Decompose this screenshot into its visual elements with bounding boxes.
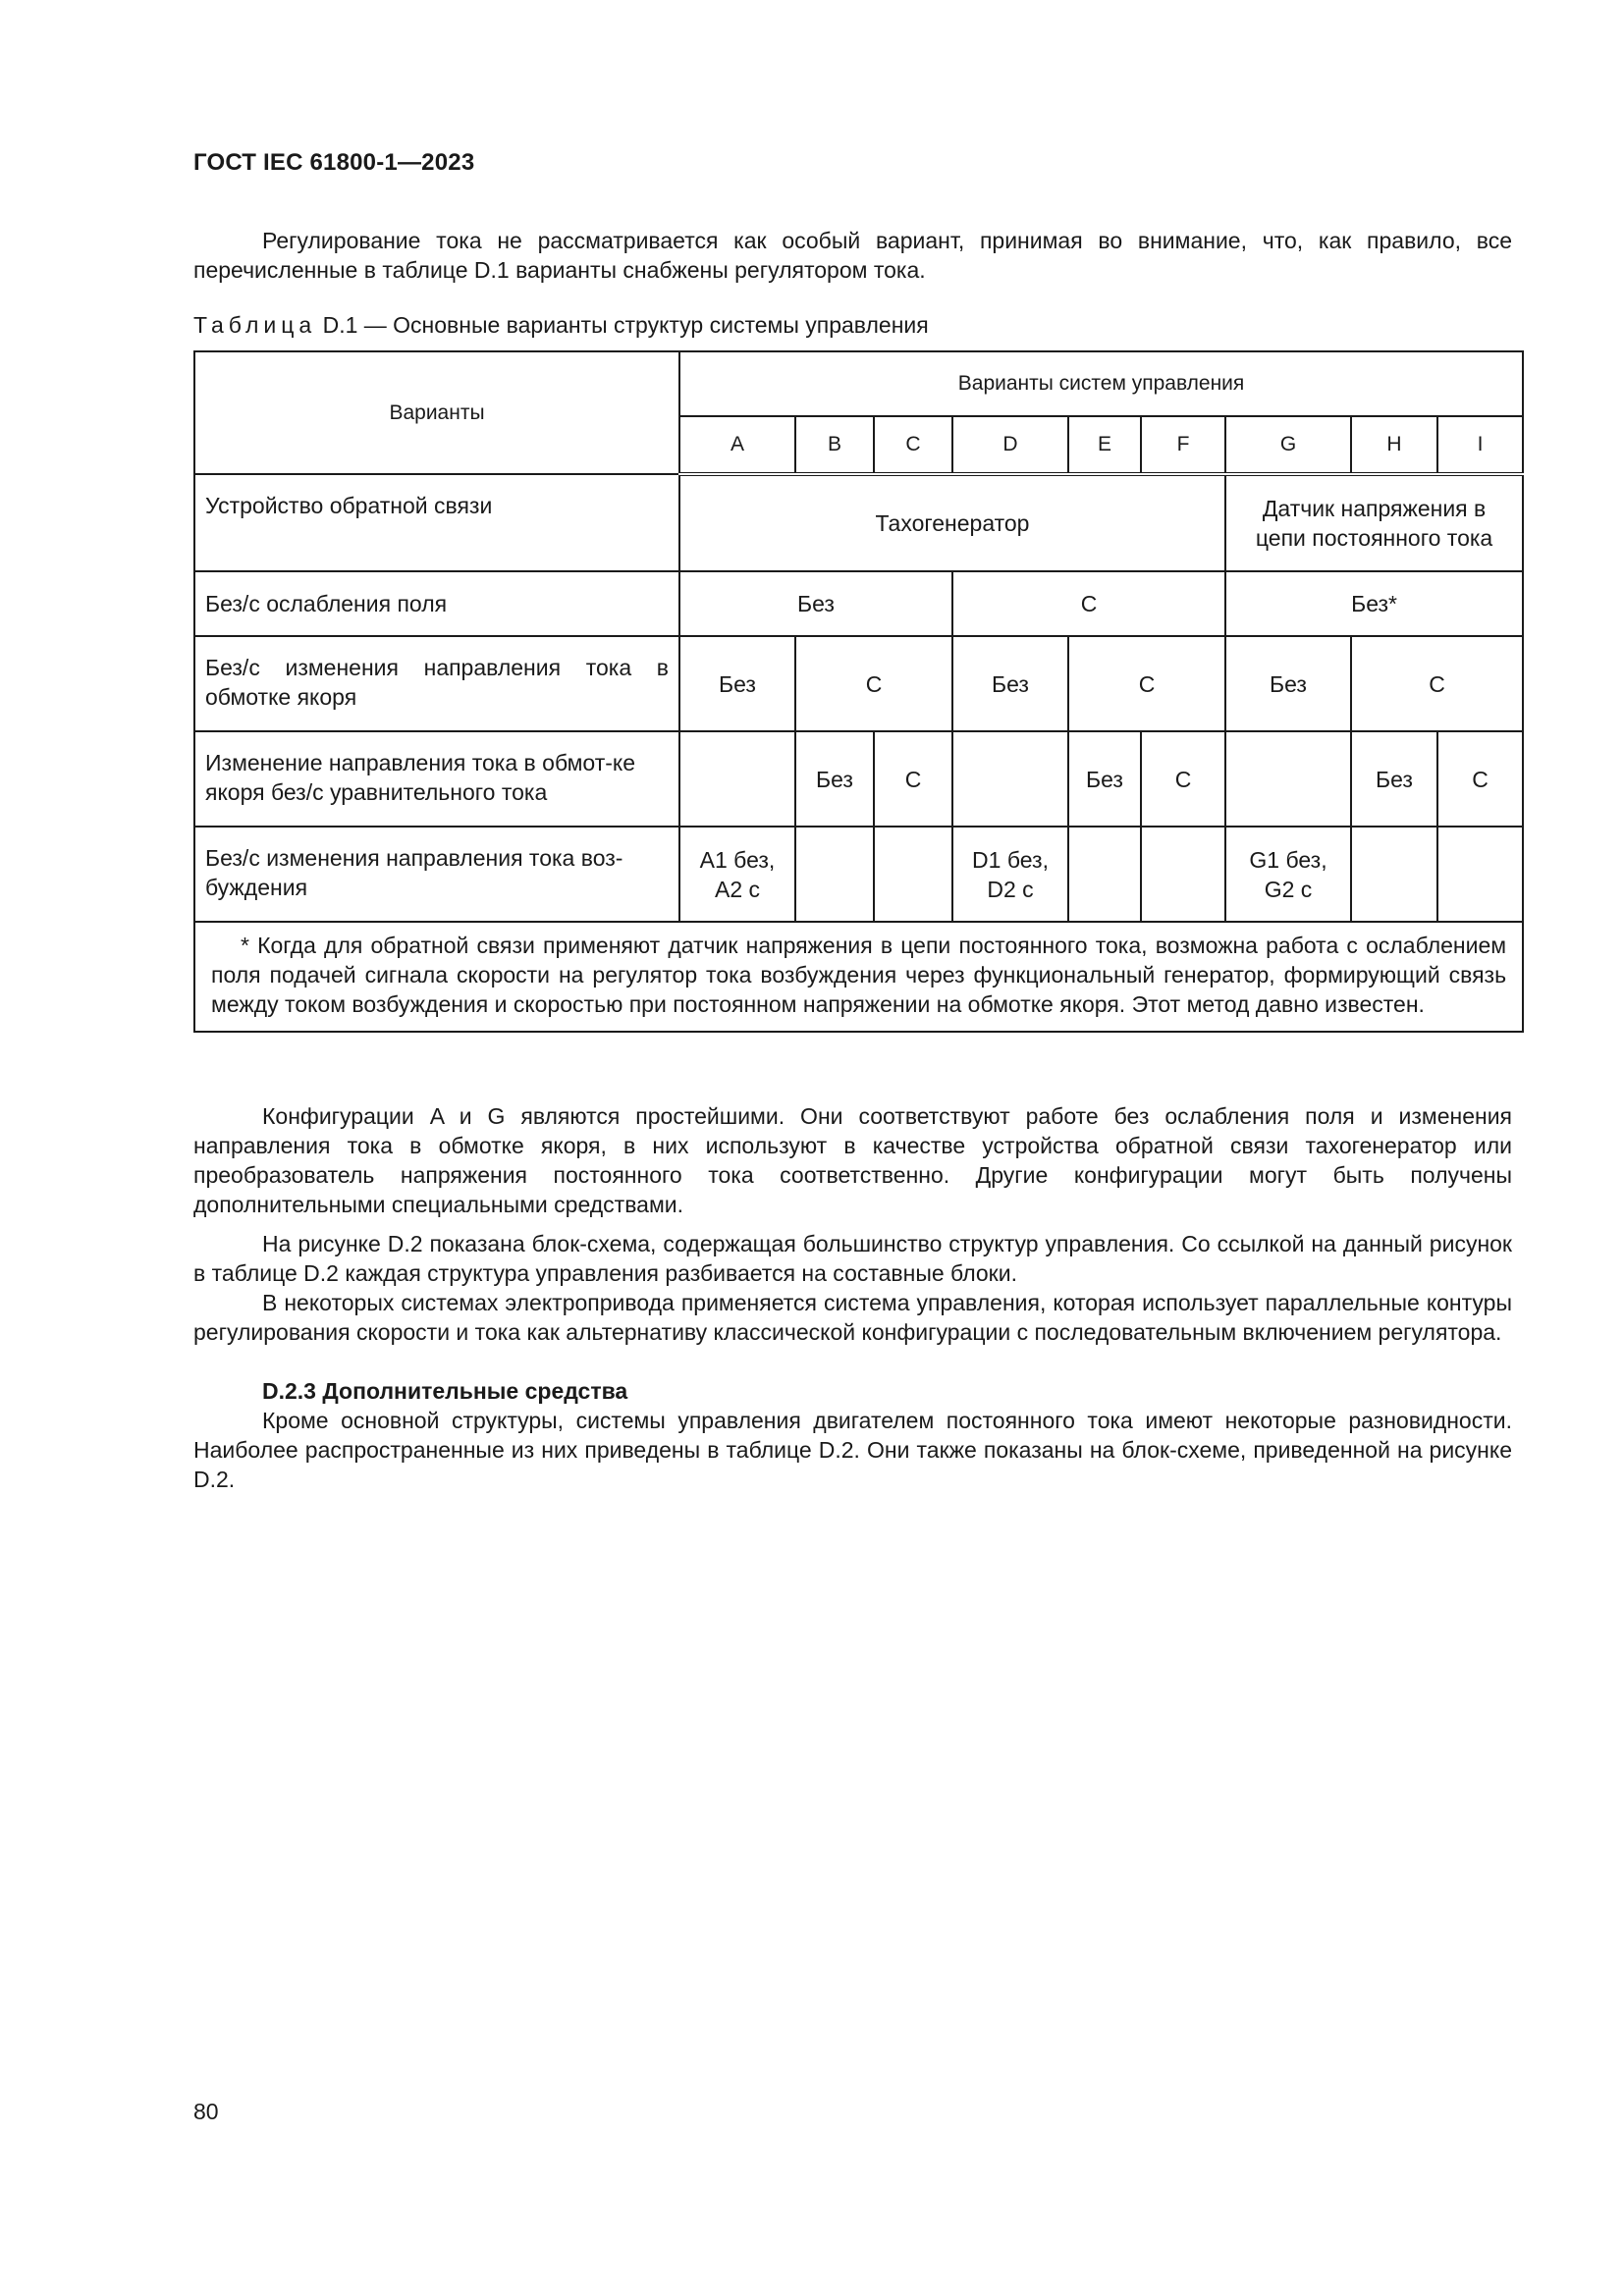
table-row: [194, 571, 1523, 636]
page-number: 80: [193, 2099, 219, 2124]
column-header-f: F: [1141, 416, 1225, 474]
column-header-b: B: [795, 416, 874, 474]
cell-exc-c: [874, 827, 952, 922]
column-header-h: H: [1351, 416, 1437, 474]
cell-armeq-d: [952, 731, 1068, 827]
table-row: [194, 636, 1523, 731]
table-caption: [193, 310, 929, 340]
table-row: [194, 474, 1523, 571]
control-variants-table: [193, 350, 1524, 1033]
cell-armdir-ef: С: [1068, 636, 1225, 731]
cell-armdir-a: Без: [679, 636, 795, 731]
cell-tachogenerator: Тахогенератор: [679, 474, 1225, 571]
body-paragraph-configurations: Конфигурации A и G являются простейшими. Они соответствуют работе без ослабления поля и изменения направления тока в обмотке якоря, в них используют в качестве устройства обратной связи тахогенератор или преобразователь напряжения постоянного тока соответственно. Другие конфигурации могут быть получены дополнительными специальными средствами.: [193, 1103, 1512, 1217]
cell-field-ghi: Без*: [1225, 571, 1523, 636]
column-header-c: C: [874, 416, 952, 474]
column-header-a: A: [679, 416, 795, 474]
table-footnote: * Когда для обратной связи применяют датчик напряжения в цепи постоянного тока, возможна работа с ослаблением поля подачей сигнала скорости на регулятор тока возбуждения через функциональный генератор, формирующий связь между током возбуждения и скоростью при постоянном напряжении на обмотке якоря. Этот метод давно известен.: [194, 922, 1523, 1032]
cell-exc-a: A1 без, A2 с: [679, 827, 795, 922]
cell-armeq-f: С: [1141, 731, 1225, 827]
cell-exc-f: [1141, 827, 1225, 922]
intro-paragraph: Регулирование тока не рассматривается как особый вариант, принимая во внимание, что, как правило, все перечисленные в таблице D.1 варианты снабжены регулятором тока.: [193, 228, 1512, 283]
cell-armdir-g: Без: [1225, 636, 1351, 731]
column-header-i: I: [1437, 416, 1523, 474]
row-label-excitation: Без/с изменения направления тока воз-буждения: [194, 827, 679, 922]
table-row: [194, 827, 1523, 922]
cell-armdir-d: Без: [952, 636, 1068, 731]
cell-exc-g: G1 без, G2 с: [1225, 827, 1351, 922]
row-label-armature-direction: Без/с изменения направления тока в обмотке якоря: [194, 636, 679, 731]
cell-armeq-i: С: [1437, 731, 1523, 827]
table-caption-label: Таблица: [193, 312, 317, 338]
column-header-g: G: [1225, 416, 1351, 474]
section-heading: D.2.3 Дополнительные средства: [262, 1378, 628, 1404]
body-paragraph-parallel-loops: В некоторых системах электропривода применяется система управления, которая использует параллельные контуры регулирования скорости и тока как альтернативу классической конфигурации с последовательным включением регулятора.: [193, 1290, 1512, 1345]
cell-exc-e: [1068, 827, 1141, 922]
table-row: [194, 731, 1523, 827]
cell-armeq-a: [679, 731, 795, 827]
cell-armdir-hi: С: [1351, 636, 1523, 731]
header-variants: Варианты: [194, 351, 679, 474]
cell-armeq-c: С: [874, 731, 952, 827]
cell-exc-h: [1351, 827, 1437, 922]
cell-armeq-e: Без: [1068, 731, 1141, 827]
cell-armdir-bc: С: [795, 636, 952, 731]
body-paragraph-additional: Кроме основной структуры, системы управления двигателем постоянного тока имеют некоторые разновидности. Наиболее распространенные из них приведены в таблице D.2. Они также показаны на блок-схеме, приведенной на рисунке D.2.: [193, 1408, 1512, 1492]
row-label-armature-equalizing: Изменение направления тока в обмот-ке якоря без/с уравнительного тока: [194, 731, 679, 827]
row-label-field: Без/с ослабления поля: [194, 571, 679, 636]
cell-exc-i: [1437, 827, 1523, 922]
cell-voltage-sensor: Датчик напряжения в цепи постоянного тока: [1225, 474, 1523, 571]
cell-exc-d: D1 без, D2 с: [952, 827, 1068, 922]
table-caption-text: D.1 — Основные варианты структур системы управления: [322, 312, 929, 338]
column-header-d: D: [952, 416, 1068, 474]
cell-armeq-h: Без: [1351, 731, 1437, 827]
row-label-feedback: Устройство обратной связи: [194, 474, 679, 571]
column-header-e: E: [1068, 416, 1141, 474]
cell-armeq-b: Без: [795, 731, 874, 827]
cell-field-def: С: [952, 571, 1225, 636]
body-paragraph-block-diagram: На рисунке D.2 показана блок-схема, содержащая большинство структур управления. Со ссылкой на данный рисунок в таблице D.2 каждая структура управления разбивается на составные блоки.: [193, 1231, 1512, 1286]
cell-field-abc: Без: [679, 571, 952, 636]
cell-armeq-g: [1225, 731, 1351, 827]
cell-exc-b: [795, 827, 874, 922]
header-control-systems: Варианты систем управления: [679, 351, 1523, 416]
document-header: ГОСТ IEC 61800-1—2023: [193, 149, 475, 176]
table-footnote-row: [194, 922, 1523, 1032]
